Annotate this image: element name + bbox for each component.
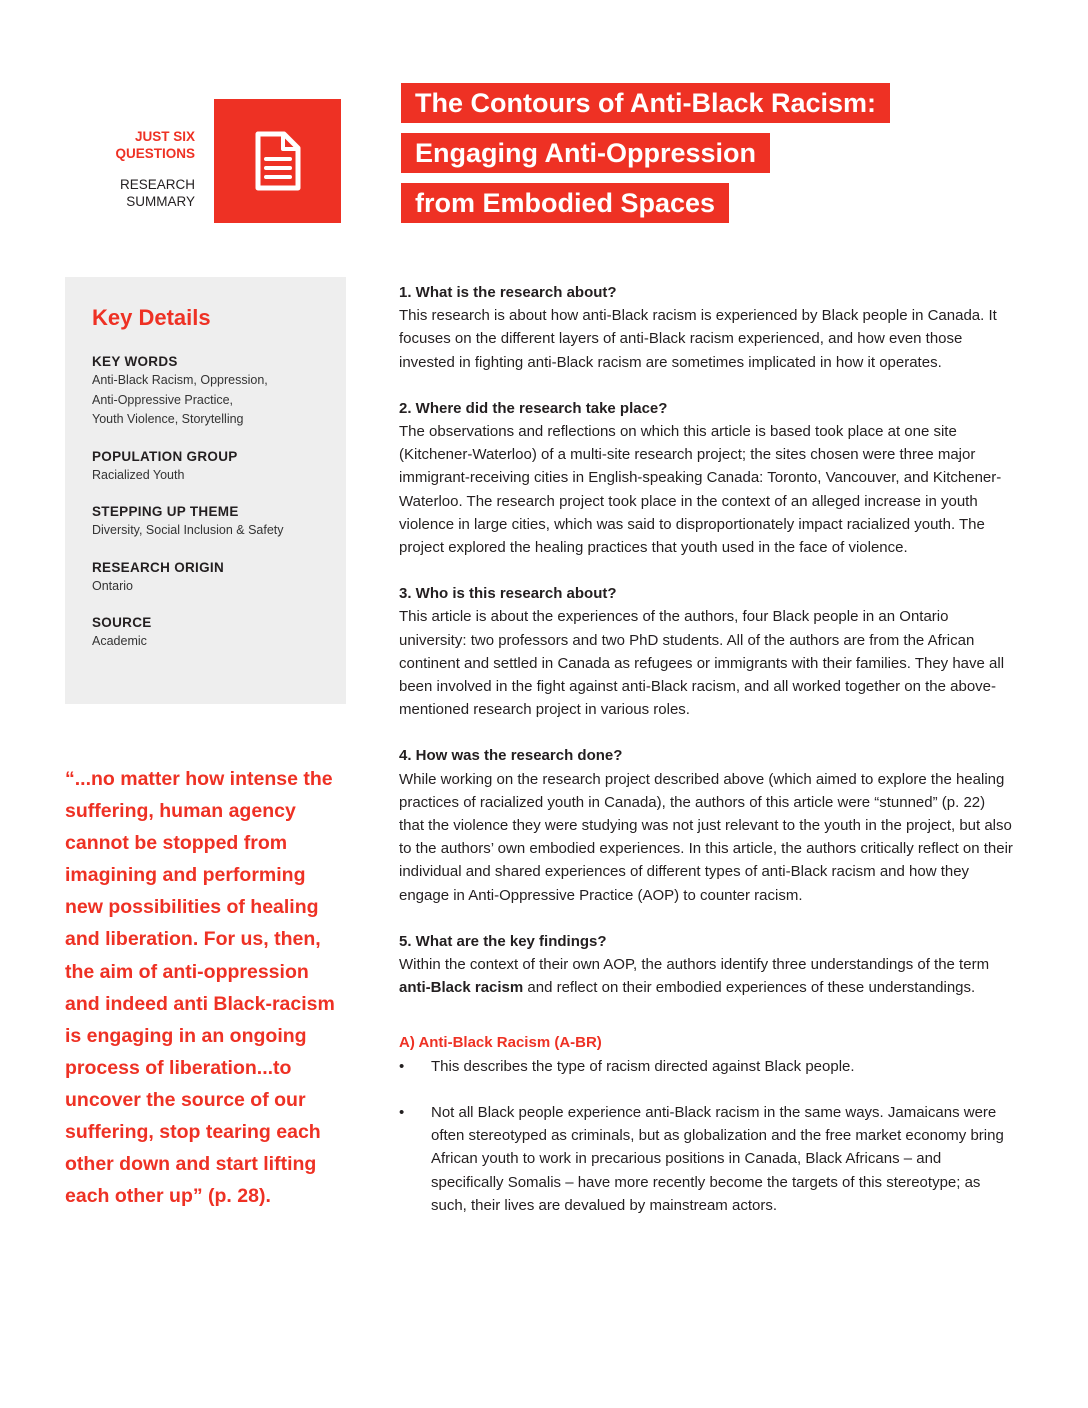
- section-where: [399, 397, 1014, 559]
- series-branding: [60, 128, 195, 210]
- key-detail-item: [92, 447, 326, 486]
- key-details-heading: Key Details: [92, 305, 211, 330]
- section-heading: 3. Who is this research about?: [399, 585, 617, 603]
- key-detail-label: STEPPING UP THEME: [92, 504, 239, 519]
- list-item-text: Not all Black people experience anti-Black racism in the same ways. Jamaicans were often stereotyped as criminals, but as globalization and the free market economy bring African youth to work in precarious positions in Canada, Black Africans – and specifically Somalis – have more recently become the targets of this stereotype; as such, their lives are devalued by mainstream actors.: [431, 1103, 1004, 1214]
- key-detail-label: SOURCE: [92, 615, 152, 630]
- key-detail-value: Racialized Youth: [92, 467, 185, 482]
- series-label: JUST SIX QUESTIONS: [115, 129, 195, 161]
- key-detail-item: [92, 502, 326, 541]
- findings-text-start: Within the context of their own AOP, the authors identify three understandings of the term: [399, 956, 990, 974]
- key-detail-value: Academic: [92, 634, 147, 648]
- bullet-icon: •: [399, 1057, 405, 1075]
- key-detail-value: Anti-Black Racism, Oppression, Anti-Oppressive Practice, Youth Violence, Storytelling: [92, 373, 268, 426]
- key-detail-value: Diversity, Social Inclusion & Safety: [92, 523, 284, 537]
- main-content: [399, 281, 1014, 1240]
- section-how: [399, 744, 1014, 906]
- key-detail-label: POPULATION GROUP: [92, 448, 238, 464]
- list-item: [399, 1101, 1014, 1217]
- key-detail-value: Ontario: [92, 578, 133, 593]
- findings-text-end: and reflect on their embodied experiences of these understandings.: [523, 979, 976, 997]
- section-body: While working on the research project described above (which aimed to explore the healing practices of racialized youth in Canada), the authors of this article were “stunned” (p. 22) that the violence they were studying was not just relevant to the youth in the project, but also to the authors’ own embodied experiences. In this article, the authors critically reflect on their individual and shared experiences of different types of anti-Black racism and how they engage in Anti-Oppressive Practice (AOP) to counter racism.: [399, 770, 1013, 904]
- title-line-2: Engaging Anti-Oppression: [401, 133, 770, 173]
- title-line-3: from Embodied Spaces: [401, 183, 729, 223]
- key-details-panel: [65, 277, 346, 704]
- section-what: [399, 281, 1014, 374]
- findings-list: [399, 1055, 1014, 1217]
- section-heading: 1. What is the research about?: [399, 284, 617, 301]
- section-body: This article is about the experiences of the authors, four Black people in an Ontario university: two professors and two PhD students. All of the authors are from the African continent and settled in Canada as refugees or immigrants with their families. They have all been involved in the fight against anti-Black racism, and all worked together on the above-mentioned research project in various roles.: [399, 608, 1005, 719]
- document-icon: [252, 130, 304, 192]
- title-line-1: The Contours of Anti-Black Racism:: [401, 83, 890, 123]
- key-detail-item: [92, 558, 326, 597]
- key-detail-item: [92, 352, 326, 430]
- findings-subheading: A) Anti-Black Racism (A-BR): [399, 1034, 602, 1052]
- findings-term: anti-Black racism: [399, 979, 524, 997]
- section-who: [399, 582, 1014, 721]
- list-item: [399, 1055, 1014, 1078]
- section-body: The observations and reflections on which this article is based took place at one site (Kitchener-Waterloo) of a multi-site research project; the sites chosen were three major immigrant-receiving cities in English-speaking Canada: Toronto, Vancouver, and Kitchener-Waterloo. The research project took place in the context of an alleged increase in youth violence in large cities, which was said to disproportionately impact racialized youth. The project explored the healing practices that youth used in the face of violence.: [399, 423, 1002, 557]
- key-detail-label: KEY WORDS: [92, 354, 178, 369]
- section-heading: 4. How was the research done?: [399, 747, 623, 765]
- pull-quote: “...no matter how intense the suffering, human agency cannot be stopped from imagining and performing new possibilities of healing and liberation. For us, then, the aim of anti-oppression and indeed anti Black-racism is engaging in an ongoing process of liberation...to uncover the source of our suffering, stop tearing each other down and start lifting each other up” (p. 28).: [65, 768, 335, 1208]
- bullet-icon: •: [399, 1103, 405, 1121]
- doc-type-label: RESEARCH SUMMARY: [119, 177, 195, 209]
- section-body: This research is about how anti-Black racism is experienced by Black people in Canada. It focuses on the different layers of anti-Black racism experienced, and how even those invested in fighting anti-Black racism are sometimes implicated in how it operates.: [399, 307, 997, 371]
- page-title: [401, 83, 890, 233]
- list-item-text: This describes the type of racism directed against Black people.: [431, 1057, 855, 1075]
- key-detail-label: RESEARCH ORIGIN: [92, 559, 225, 575]
- document-icon-box: [214, 99, 341, 223]
- section-heading: 5. What are the key findings?: [399, 932, 607, 950]
- section-body: [399, 953, 1014, 999]
- key-detail-item: [92, 613, 326, 652]
- section-heading: 2. Where did the research take place?: [399, 399, 668, 417]
- section-findings: [399, 930, 1014, 1217]
